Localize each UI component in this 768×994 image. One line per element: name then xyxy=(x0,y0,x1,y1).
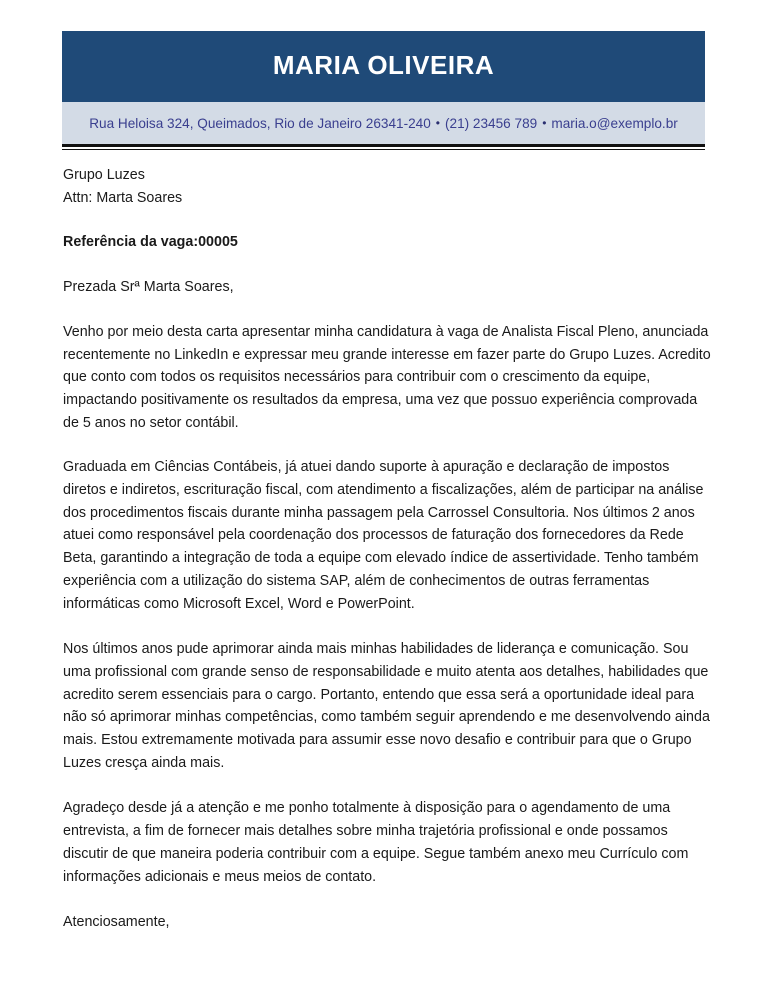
bullet-separator: • xyxy=(542,116,547,130)
recipient-attn: Attn: Marta Soares xyxy=(63,189,183,206)
bullet-separator: • xyxy=(435,116,440,130)
greeting: Prezada Srª Marta Soares, xyxy=(63,279,234,296)
job-reference: Referência da vaga:00005 xyxy=(63,234,238,251)
paragraph-thanks: Agradeço desde já a atenção e me ponho totalmente à disposição para o agendamento de uma entrevista, a fim de fornecer mais detalhes sobre minha trajetória profissional e onde possamos discutir de que maneira poderia contribuir com a equipe. Segue também anexo meu Currículo com informações adicionais e meus meios de contato. xyxy=(63,800,689,885)
email-text: maria.o@exemplo.br xyxy=(551,115,678,131)
contact-info-bar xyxy=(62,102,705,144)
header-divider-thin xyxy=(62,149,705,150)
address-text: Rua Heloisa 324, Queimados, Rio de Janeiro 26341-240 xyxy=(89,115,431,131)
letter-body xyxy=(63,164,713,934)
header-name-band xyxy=(62,31,705,102)
phone-text: (21) 23456 789 xyxy=(444,115,538,131)
paragraph-experience: Graduada em Ciências Contábeis, já atuei dando suporte à apuração e declaração de impostos diretos e indiretos, escrituração fiscal, com atendimento a fiscalizações, além de participar na análise dos procedimentos fiscais durante minha passagem pela Carrossel Consultoria. Nos últimos 2 anos atuei como responsável pela coordenação dos processos de faturação dos fornecedores da Rede Beta, garantindo a integração de toda a equipe com elevado índice de assertividade. Tenho também experiência com a utilização do sistema SAP, além de conhecimentos de outras ferramentas informáticas como Microsoft Excel, Word e PowerPoint. xyxy=(63,459,704,612)
applicant-name: MARIA OLIVEIRA xyxy=(272,50,495,80)
header-divider-thick xyxy=(62,144,705,147)
recipient-block xyxy=(63,164,713,209)
paragraph-intro: Venho por meio desta carta apresentar minha candidatura à vaga de Analista Fiscal Pleno, anunciada recentemente no LinkedIn e expressar meu grande interesse em fazer parte do Grupo Luzes. Acredito que conto com todos os requisitos necessários para contribuir com o crescimento da equipe, impactando positivamente os resultados da empresa, uma vez que possuo experiência comprovada de 5 anos no setor contábil. xyxy=(63,323,711,431)
paragraph-skills: Nos últimos anos pude aprimorar ainda mais minhas habilidades de liderança e comunicação. Sou uma profissional com grande senso de responsabilidade e muito atenta aos detalhes, habilidades que acredito serem essenciais para o cargo. Portanto, entendo que essa será a oportunidade ideal para não só aprimorar minhas competências, como também seguir aprendendo e me desenvolvendo ainda mais. Estou extremamente motivada para assumir esse novo desafio e contribuir para que o Grupo Luzes cresça ainda mais. xyxy=(63,641,710,771)
closing: Atenciosamente, xyxy=(63,914,170,931)
recipient-company: Grupo Luzes xyxy=(63,167,145,183)
